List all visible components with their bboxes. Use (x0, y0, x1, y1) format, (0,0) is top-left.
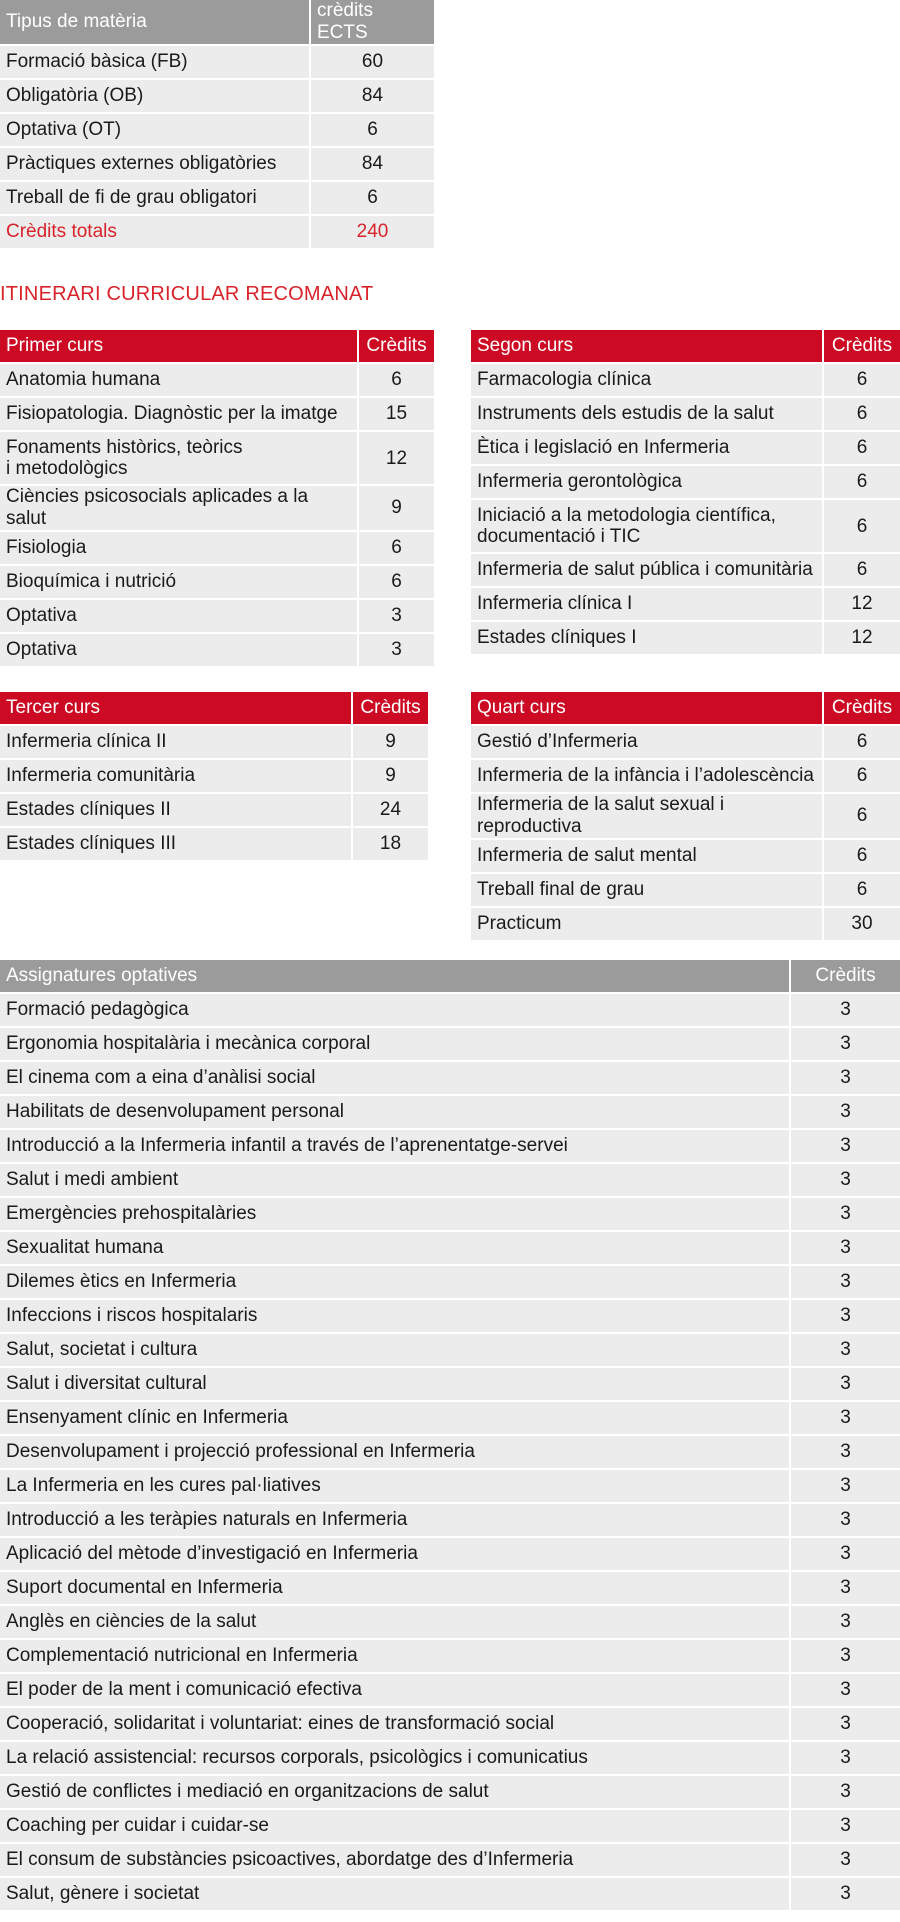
subject-name: Cooperació, solidaritat i voluntariat: eines de transformació social (0, 1707, 790, 1741)
credits-value: 3 (790, 1639, 900, 1673)
credits-value: 3 (790, 1435, 900, 1469)
subject-name: Ètica i legislació en Infermeria (471, 431, 823, 465)
credits-value: 84 (310, 79, 434, 113)
table-header-row (0, 960, 900, 993)
table-row (0, 793, 428, 827)
primer-curs-table (0, 330, 434, 668)
subject-name: Desenvolupament i projecció professional en Infermeria (0, 1435, 790, 1469)
subject-name: Obligatòria (OB) (0, 79, 310, 113)
column-header-credits: Crèdits (823, 692, 900, 725)
credits-value: 3 (358, 633, 434, 667)
subject-name: Gestió d’Infermeria (471, 725, 823, 759)
table-row (471, 499, 900, 553)
table-row (0, 725, 428, 759)
credits-value: 6 (358, 531, 434, 565)
credits-value: 18 (352, 827, 428, 861)
table-row (471, 431, 900, 465)
column-header-credits: crèdits ECTS (310, 0, 434, 45)
table-row (0, 1401, 900, 1435)
credits-value: 3 (790, 1299, 900, 1333)
table-row (0, 1571, 900, 1605)
credits-value: 9 (352, 759, 428, 793)
table-row (471, 621, 900, 655)
table-row (0, 1741, 900, 1775)
table-row (0, 565, 434, 599)
column-header-course: Tercer curs (0, 692, 352, 725)
table-row (0, 1469, 900, 1503)
credits-value: 3 (790, 1197, 900, 1231)
credits-value: 9 (358, 485, 434, 531)
table-row (0, 147, 434, 181)
table-row (0, 1197, 900, 1231)
credits-value: 3 (790, 1129, 900, 1163)
table-row (0, 531, 434, 565)
credits-value: 3 (790, 1401, 900, 1435)
table-row (471, 465, 900, 499)
table-row (0, 759, 428, 793)
table-row (0, 363, 434, 397)
table-row (0, 993, 900, 1027)
credits-value: 84 (310, 147, 434, 181)
table-row (471, 363, 900, 397)
subject-name: Anglès en ciències de la salut (0, 1605, 790, 1639)
table-row (471, 553, 900, 587)
section-title: ITINERARI CURRICULAR RECOMANAT (0, 283, 374, 305)
credits-value: 3 (790, 1163, 900, 1197)
subject-name: Pràctiques externes obligatòries (0, 147, 310, 181)
subject-name: Infermeria de salut mental (471, 839, 823, 873)
table-row (0, 181, 434, 215)
credits-value: 3 (790, 1843, 900, 1877)
credits-value: 6 (823, 553, 900, 587)
subject-name: Practicum (471, 907, 823, 941)
table-row (471, 759, 900, 793)
credits-value: 3 (790, 993, 900, 1027)
column-header-course: Primer curs (0, 330, 358, 363)
table-row (471, 397, 900, 431)
table-row (0, 633, 434, 667)
credits-value: 6 (823, 363, 900, 397)
subject-name: Salut i diversitat cultural (0, 1367, 790, 1401)
credits-value: 6 (823, 873, 900, 907)
subject-name: El poder de la ment i comunicació efectiva (0, 1673, 790, 1707)
quart-rows (471, 725, 900, 941)
table-row (0, 397, 434, 431)
optatives-rows (0, 993, 900, 1911)
table-header-row (0, 330, 434, 363)
subject-name: Optativa (0, 633, 358, 667)
subject-name: Salut, gènere i societat (0, 1877, 790, 1911)
subject-name: Anatomia humana (0, 363, 358, 397)
subject-name: Infermeria de la salut sexual i reproductiva (471, 793, 823, 839)
subject-name: Habilitats de desenvolupament personal (0, 1095, 790, 1129)
table-row (471, 725, 900, 759)
credits-value: 12 (823, 621, 900, 655)
optatives-table (0, 960, 900, 1912)
subject-name: Infermeria gerontològica (471, 465, 823, 499)
credits-value: 30 (823, 907, 900, 941)
subject-name: Dilemes ètics en Infermeria (0, 1265, 790, 1299)
table-row (471, 839, 900, 873)
subject-name: Infermeria de la infància i l’adolescència (471, 759, 823, 793)
credits-value: 9 (352, 725, 428, 759)
table-row (0, 1877, 900, 1911)
table-row (0, 79, 434, 113)
ects-summary-table (0, 0, 434, 250)
table-header-row (471, 692, 900, 725)
credits-value: 3 (790, 1809, 900, 1843)
credits-value: 3 (790, 1741, 900, 1775)
credits-value: 6 (358, 363, 434, 397)
table-header-row (0, 692, 428, 725)
credits-value: 3 (790, 1775, 900, 1809)
credits-value: 3 (790, 1571, 900, 1605)
subject-name: Infermeria comunitària (0, 759, 352, 793)
subject-name: Salut i medi ambient (0, 1163, 790, 1197)
credits-value: 3 (790, 1265, 900, 1299)
subject-name: Fonaments històrics, teòrics i metodològics (0, 431, 358, 485)
subject-name: Ciències psicosocials aplicades a la salut (0, 485, 358, 531)
table-row (471, 587, 900, 621)
table-row (0, 1265, 900, 1299)
subject-name: Emergències prehospitalàries (0, 1197, 790, 1231)
subject-name: Iniciació a la metodologia científica, documentació i TIC (471, 499, 823, 553)
table-row (471, 907, 900, 941)
credits-value: 6 (358, 565, 434, 599)
subject-name: Treball final de grau (471, 873, 823, 907)
subject-name: Ergonomia hospitalària i mecànica corporal (0, 1027, 790, 1061)
subject-name: Estades clíniques I (471, 621, 823, 655)
tercer-curs-table (0, 692, 428, 862)
table-row (0, 485, 434, 531)
credits-value: 6 (823, 499, 900, 553)
subject-name: Introducció a les teràpies naturals en Infermeria (0, 1503, 790, 1537)
table-header-row (0, 0, 434, 45)
table-row (0, 1163, 900, 1197)
table-row (0, 1299, 900, 1333)
table-row (0, 1027, 900, 1061)
subject-name: Infermeria de salut pública i comunitària (471, 553, 823, 587)
column-header-credits: Crèdits (823, 330, 900, 363)
column-header-tipus: Tipus de matèria (0, 0, 310, 45)
segon-curs-table (471, 330, 900, 656)
credits-value: 3 (790, 1333, 900, 1367)
table-row (0, 1809, 900, 1843)
subject-name: Treball de fi de grau obligatori (0, 181, 310, 215)
column-header-course: Segon curs (471, 330, 823, 363)
credits-value: 6 (823, 431, 900, 465)
subject-name: Introducció a la Infermeria infantil a través de l’aprenentatge-servei (0, 1129, 790, 1163)
subject-name: Fisiopatologia. Diagnòstic per la imatge (0, 397, 358, 431)
table-row (0, 1605, 900, 1639)
subject-name: Farmacologia clínica (471, 363, 823, 397)
table-row (0, 1503, 900, 1537)
table-row (0, 1095, 900, 1129)
subject-name: Formació bàsica (FB) (0, 45, 310, 79)
table-row (0, 1537, 900, 1571)
total-value: 240 (310, 215, 434, 249)
table-row (0, 1673, 900, 1707)
credits-value: 15 (358, 397, 434, 431)
segon-rows (471, 363, 900, 655)
tercer-rows (0, 725, 428, 861)
table-row (0, 599, 434, 633)
ects-rows (0, 45, 434, 215)
credits-value: 6 (823, 759, 900, 793)
credits-value: 3 (790, 1367, 900, 1401)
table-row (471, 793, 900, 839)
quart-curs-table (471, 692, 900, 942)
credits-value: 6 (823, 465, 900, 499)
table-row (0, 827, 428, 861)
credits-value: 3 (790, 1231, 900, 1265)
subject-name: El consum de substàncies psicoactives, abordatge des d’Infermeria (0, 1843, 790, 1877)
credits-value: 6 (823, 793, 900, 839)
subject-name: Aplicació del mètode d’investigació en Infermeria (0, 1537, 790, 1571)
credits-value: 3 (790, 1095, 900, 1129)
credits-value: 3 (790, 1537, 900, 1571)
subject-name: Ensenyament clínic en Infermeria (0, 1401, 790, 1435)
subject-name: Salut, societat i cultura (0, 1333, 790, 1367)
table-row (471, 873, 900, 907)
subject-name: Gestió de conflictes i mediació en organitzacions de salut (0, 1775, 790, 1809)
subject-name: Suport documental en Infermeria (0, 1571, 790, 1605)
credits-value: 3 (790, 1877, 900, 1911)
table-row (0, 1775, 900, 1809)
credits-value: 6 (823, 725, 900, 759)
credits-value: 6 (310, 113, 434, 147)
subject-name: Estades clíniques II (0, 793, 352, 827)
subject-name: Estades clíniques III (0, 827, 352, 861)
credits-value: 3 (790, 1605, 900, 1639)
credits-value: 6 (823, 839, 900, 873)
subject-name: El cinema com a eina d’anàlisi social (0, 1061, 790, 1095)
credits-value: 3 (790, 1469, 900, 1503)
subject-name: Infermeria clínica II (0, 725, 352, 759)
subject-name: Bioquímica i nutrició (0, 565, 358, 599)
table-row (0, 45, 434, 79)
column-header-course: Quart curs (471, 692, 823, 725)
credits-value: 12 (358, 431, 434, 485)
subject-name: Sexualitat humana (0, 1231, 790, 1265)
credits-value: 24 (352, 793, 428, 827)
credits-value: 12 (823, 587, 900, 621)
subject-name: Fisiologia (0, 531, 358, 565)
table-header-row (471, 330, 900, 363)
credits-value: 6 (310, 181, 434, 215)
table-row (0, 1129, 900, 1163)
credits-value: 3 (790, 1673, 900, 1707)
table-row (0, 1231, 900, 1265)
subject-name: Infeccions i riscos hospitalaris (0, 1299, 790, 1333)
credits-value: 3 (790, 1503, 900, 1537)
table-row (0, 1367, 900, 1401)
column-header-assignatures: Assignatures optatives (0, 960, 790, 993)
subject-name: Instruments dels estudis de la salut (471, 397, 823, 431)
table-row (0, 1333, 900, 1367)
total-label: Crèdits totals (0, 215, 310, 249)
table-row (0, 1639, 900, 1673)
credits-value: 3 (790, 1027, 900, 1061)
primer-rows (0, 363, 434, 667)
subject-name: Formació pedagògica (0, 993, 790, 1027)
credits-value: 3 (790, 1061, 900, 1095)
subject-name: Optativa (0, 599, 358, 633)
subject-name: La relació assistencial: recursos corporals, psicològics i comunicatius (0, 1741, 790, 1775)
credits-value: 3 (358, 599, 434, 633)
total-row (0, 215, 434, 249)
credits-value: 60 (310, 45, 434, 79)
subject-name: Coaching per cuidar i cuidar-se (0, 1809, 790, 1843)
table-row (0, 431, 434, 485)
subject-name: Infermeria clínica I (471, 587, 823, 621)
table-row (0, 1061, 900, 1095)
subject-name: La Infermeria en les cures pal·liatives (0, 1469, 790, 1503)
column-header-credits: Crèdits (352, 692, 428, 725)
table-row (0, 1435, 900, 1469)
table-row (0, 1707, 900, 1741)
table-row (0, 113, 434, 147)
table-row (0, 1843, 900, 1877)
subject-name: Complementació nutricional en Infermeria (0, 1639, 790, 1673)
subject-name: Optativa (OT) (0, 113, 310, 147)
column-header-credits: Crèdits (790, 960, 900, 993)
column-header-credits: Crèdits (358, 330, 434, 363)
credits-value: 6 (823, 397, 900, 431)
credits-value: 3 (790, 1707, 900, 1741)
